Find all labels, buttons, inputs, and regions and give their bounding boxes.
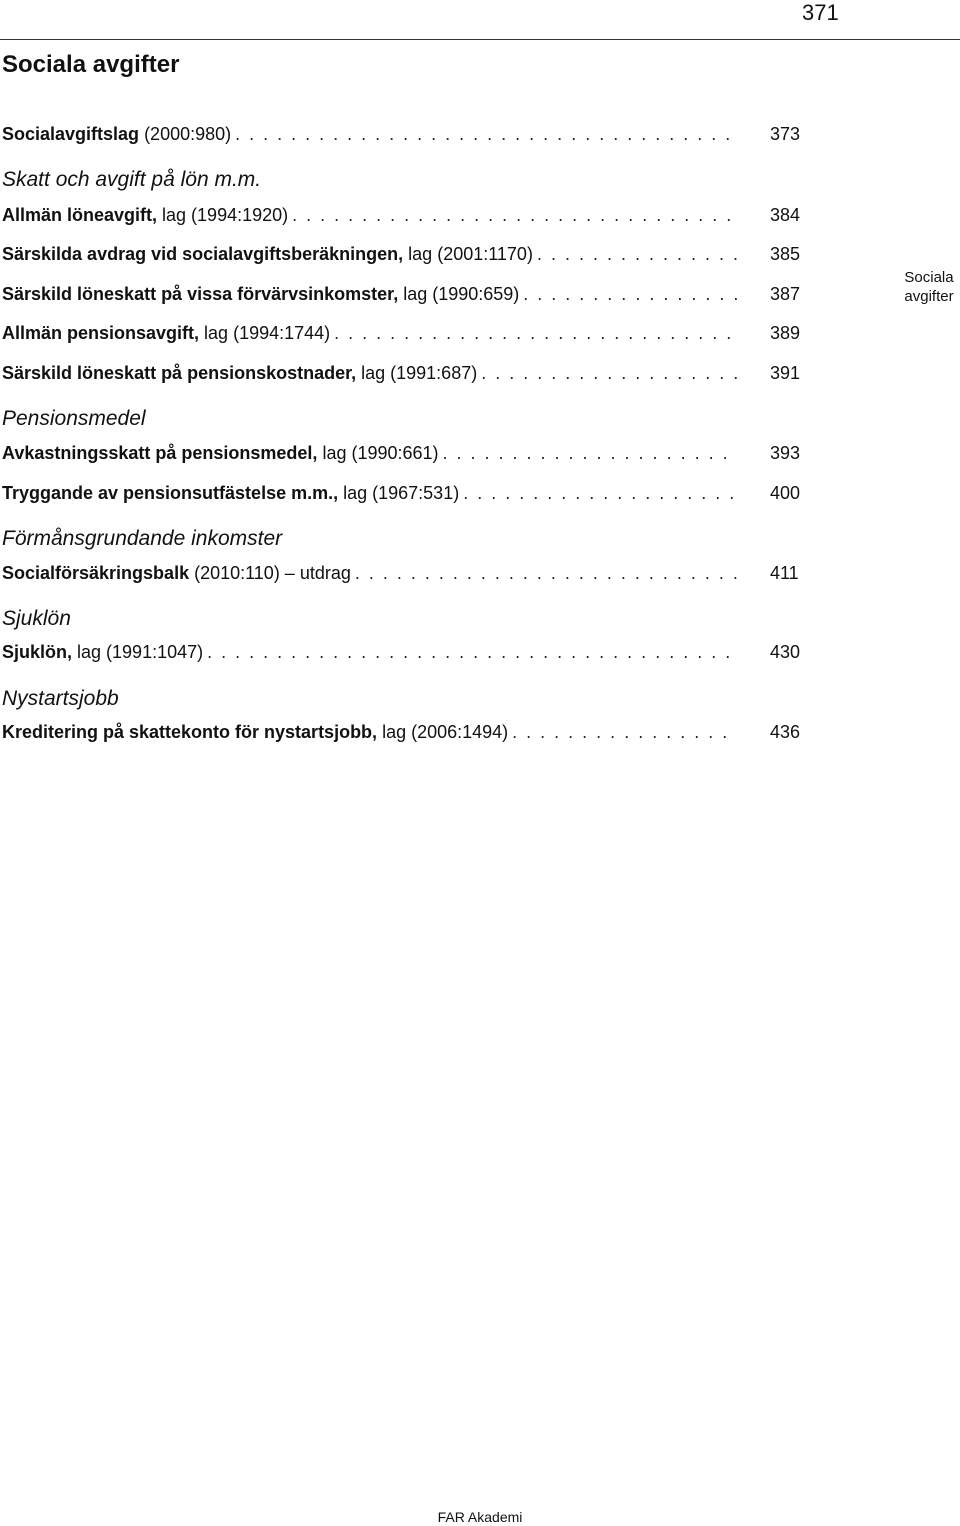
toc-entry[interactable] bbox=[2, 720, 737, 744]
toc-entry-name: Allmän pensionsavgift, bbox=[2, 323, 200, 343]
toc-entry-reference: lag (1994:1920) bbox=[157, 205, 289, 225]
toc-entry-page: 391 bbox=[770, 363, 801, 383]
toc-entry-page: 384 bbox=[770, 205, 801, 225]
toc-entry-reference: lag (1990:659) bbox=[398, 284, 520, 304]
toc-entry-page: 436 bbox=[770, 722, 801, 742]
dot-leader bbox=[523, 282, 737, 306]
section-title: Skatt och avgift på lön m.m. bbox=[2, 168, 262, 191]
toc-entry-name: Allmän löneavgift, bbox=[2, 205, 158, 225]
toc-entry-reference: lag (1967:531) bbox=[338, 483, 460, 503]
page-title: Sociala avgifter bbox=[2, 51, 180, 78]
toc-entry-name: Särskild löneskatt på vissa förvärvsinkomster, bbox=[2, 284, 399, 304]
side-tab-line: avgifter bbox=[904, 288, 954, 305]
toc-entry[interactable] bbox=[2, 242, 737, 266]
toc-entry-page: 373 bbox=[770, 124, 801, 144]
toc-entry-page: 389 bbox=[770, 323, 801, 343]
dot-leader bbox=[443, 441, 737, 465]
toc-entry-page: 430 bbox=[770, 642, 801, 662]
page-number: 371 bbox=[802, 0, 839, 25]
toc-entry-reference: (2010:110) – utdrag bbox=[189, 563, 351, 583]
dot-leader bbox=[481, 361, 737, 385]
side-tab bbox=[898, 268, 960, 306]
toc-entry-page: 393 bbox=[770, 443, 801, 463]
toc-entry[interactable] bbox=[2, 203, 737, 227]
section-title: Pensionsmedel bbox=[2, 407, 146, 430]
toc-entry[interactable] bbox=[2, 361, 737, 385]
section-title: Förmånsgrundande inkomster bbox=[2, 527, 283, 550]
header-rule bbox=[0, 39, 960, 40]
dot-leader bbox=[292, 203, 737, 227]
toc-entry-name: Socialförsäkringsbalk bbox=[2, 563, 190, 583]
toc-entry-reference: lag (1994:1744) bbox=[199, 323, 331, 343]
toc-entry-page: 400 bbox=[770, 483, 801, 503]
toc-entry-name: Sjuklön, bbox=[2, 642, 73, 662]
toc-entry-reference: lag (1990:661) bbox=[317, 443, 439, 463]
toc-entry[interactable] bbox=[2, 321, 737, 345]
toc-entry-reference: (2000:980) bbox=[139, 124, 232, 144]
toc-entry-page: 411 bbox=[770, 563, 799, 583]
toc-entry[interactable] bbox=[2, 481, 737, 505]
toc-entry-name: Kreditering på skattekonto för nystartsjobb, bbox=[2, 722, 378, 742]
toc-entry[interactable] bbox=[2, 640, 737, 664]
dot-leader bbox=[207, 640, 737, 664]
toc-entry-reference: lag (1991:687) bbox=[356, 363, 478, 383]
toc-entry-name: Socialavgiftslag bbox=[2, 124, 140, 144]
dot-leader bbox=[355, 561, 737, 585]
toc-entry-name: Särskild löneskatt på pensionskostnader, bbox=[2, 363, 357, 383]
toc-entry-reference: lag (2006:1494) bbox=[377, 722, 509, 742]
toc-entry[interactable] bbox=[2, 282, 737, 306]
footer-publisher: FAR Akademi bbox=[437, 1509, 523, 1525]
toc-entry[interactable] bbox=[2, 441, 737, 465]
dot-leader bbox=[537, 242, 737, 266]
dot-leader bbox=[463, 481, 737, 505]
dot-leader bbox=[512, 720, 737, 744]
side-tab-line: Sociala bbox=[904, 269, 954, 286]
dot-leader bbox=[334, 321, 737, 345]
toc-entry-name: Särskilda avdrag vid socialavgiftsberäkningen, bbox=[2, 244, 404, 264]
toc-entry-name: Tryggande av pensionsutfästelse m.m., bbox=[2, 483, 339, 503]
toc-entry-name: Avkastningsskatt på pensionsmedel, bbox=[2, 443, 318, 463]
toc-entry[interactable] bbox=[2, 122, 737, 146]
dot-leader bbox=[235, 122, 737, 146]
section-title: Sjuklön bbox=[2, 607, 71, 630]
section-title: Nystartsjobb bbox=[2, 687, 119, 710]
toc-entry[interactable] bbox=[2, 561, 737, 585]
toc-entry-reference: lag (2001:1170) bbox=[403, 244, 533, 264]
toc-entry-page: 385 bbox=[770, 244, 801, 264]
toc-entry-page: 387 bbox=[770, 284, 801, 304]
toc-entry-reference: lag (1991:1047) bbox=[72, 642, 204, 662]
